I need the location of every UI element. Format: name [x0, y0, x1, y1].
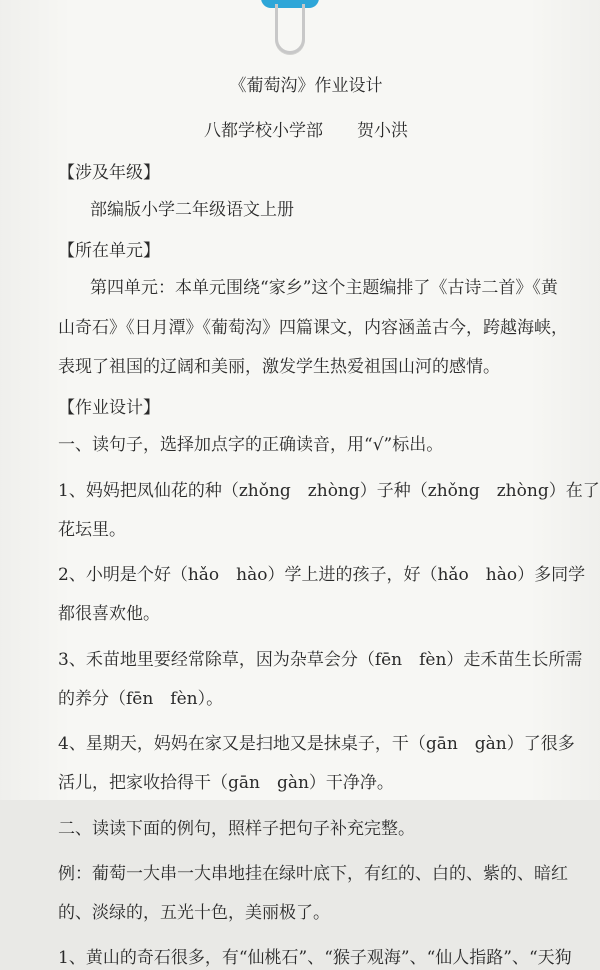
q2-example-line-2: 的、淡绿的，五光十色，美丽极了。 — [58, 903, 330, 923]
q1-item-2-line-2: 都很喜欢他。 — [58, 604, 160, 625]
q1-item-4-line-1: 4、星期天，妈妈在家又是扫地又是抹桌子，干（gān gàn）了很多 — [58, 734, 575, 754]
q2-example-line-1: 例：葡萄一大串一大串地挂在绿叶底下，有红的、白的、紫的、暗红 — [58, 863, 568, 884]
unit-text-line-2: 山奇石》《日月潭》《葡萄沟》四篇课文，内容涵盖古今，跨越海峡， — [58, 317, 568, 338]
q1-item-4-line-2: 活儿，把家收拾得干（gān gàn）干净净。 — [58, 773, 394, 794]
unit-text-line-1: 第四单元：本单元围绕“家乡”这个主题编排了《古诗二首》《黄 — [90, 278, 558, 299]
q1-item-3-line-1: 3、禾苗地里要经常除草，因为杂草会分（fēn fèn）走禾苗生长所需 — [58, 649, 583, 670]
unit-text-line-3: 表现了祖国的辽阔和美丽，激发学生热爱祖国山河的感情。 — [58, 356, 500, 377]
section-heading-grade: 【涉及年级】 — [58, 162, 160, 183]
q1-item-1-line-1: 1、妈妈把凤仙花的种（zhǒng zhòng）子种（zhǒng zhòng）在了 — [58, 480, 600, 501]
grade-text: 部编版小学二年级语文上册 — [90, 199, 294, 220]
section-heading-homework: 【作业设计】 — [58, 398, 160, 418]
q2-item-1: 1、黄山的奇石很多，有“仙桃石”、“猴子观海”、“仙人指路”、“天狗 — [58, 948, 572, 969]
binder-clip-wire — [275, 4, 305, 54]
author-line: 八都学校小学部 贺小洪 — [204, 121, 408, 142]
binder-clip-icon — [261, 0, 319, 60]
q1-item-2-line-1: 2、小明是个好（hǎo hào）学上进的孩子，好（hǎo hào）多同学 — [58, 565, 586, 585]
section-heading-unit: 【所在单元】 — [58, 241, 160, 261]
q2-prompt: 二、读读下面的例句，照样子把句子补充完整。 — [58, 818, 415, 839]
q1-item-3-line-2: 的养分（fēn fèn）。 — [58, 688, 224, 709]
q1-prompt: 一、读句子，选择加点字的正确读音，用“√”标出。 — [58, 435, 444, 456]
document-title: 《葡萄沟》作业设计 — [229, 76, 383, 96]
q1-item-1-line-2: 花坛里。 — [58, 519, 126, 540]
